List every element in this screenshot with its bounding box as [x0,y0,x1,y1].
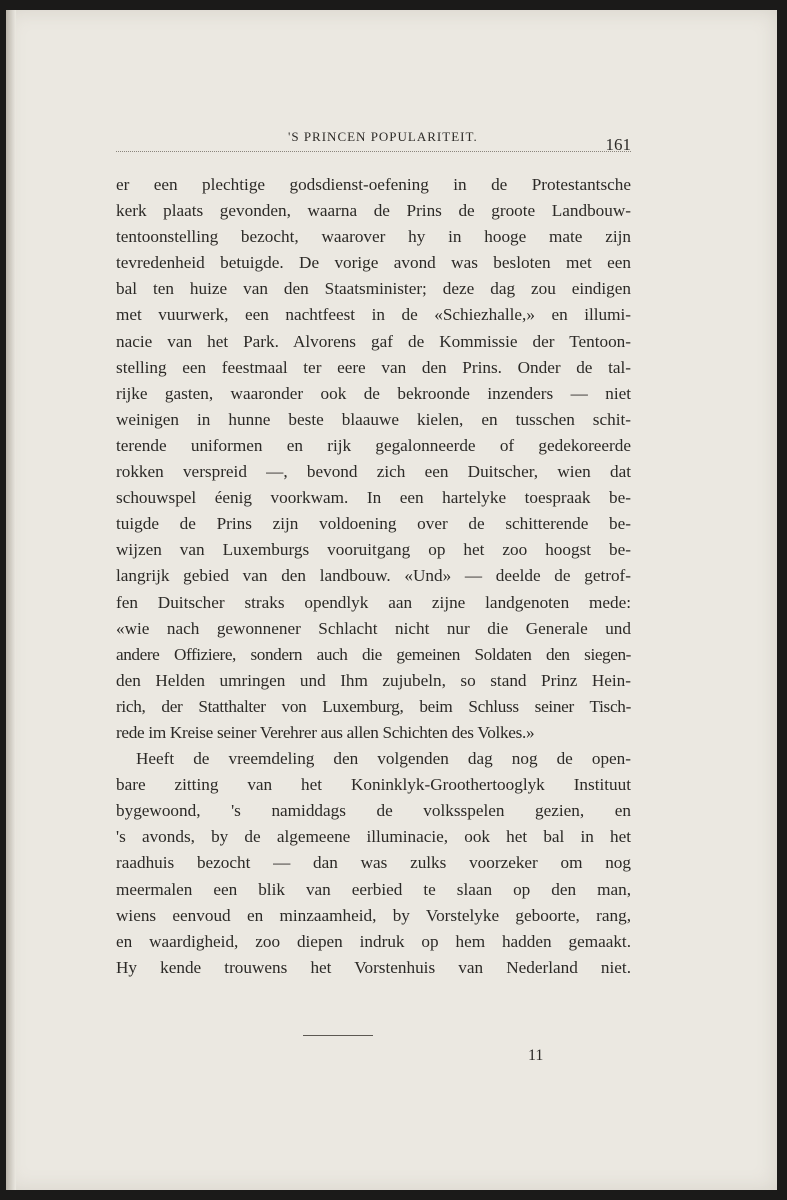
text-line: Hy kende trouwens het Vorstenhuis van Nederland niet. [116,957,631,977]
page-number: 161 [605,135,631,154]
text-line: stelling een feestmaal ter eere van den Prins. Onder de tal- [116,357,631,377]
text-line: langrijk gebied van den landbouw. «Und» — deelde de getrof- [116,566,631,586]
body-text [116,172,631,981]
text-line: rijke gasten, waaronder ook de bekroonde inzenders — niet [116,383,631,403]
text-line: kerk plaats gevonden, waarna de Prins de groote Landbouw- [116,201,631,221]
text-line: bare zitting van het Koninklyk-Groothertooglyk Instituut [116,775,631,795]
text-line: en waardigheid, zoo diepen indruk op hem hadden gemaakt. [116,931,631,951]
text-line: weinigen in hunne beste blaauwe kielen, en tusschen schit- [116,409,631,429]
text-line: tentoonstelling bezocht, waarover hy in hooge mate zijn [116,227,631,247]
text-line: wiens eenvoud en minzaamheid, by Vorstelyke geboorte, rang, [116,905,631,925]
text-line: nacie van het Park. Alvorens gaf de Kommissie der Tentoon- [116,331,631,351]
text-line: bygewoond, 's namiddags de volksspelen gezien, en [116,801,631,821]
text-line: tevredenheid betuigde. De vorige avond was besloten met een [116,253,631,273]
text-line: bal ten huize van den Staatsminister; deze dag zou eindigen [116,279,631,299]
text-line: meermalen een blik van eerbied te slaan op den man, [116,879,631,899]
signature-mark: 11 [528,1047,544,1064]
text-line: wijzen van Luxemburgs vooruitgang op het zoo hoogst be- [116,540,631,560]
book-page [6,10,777,1190]
paragraph-end-line: rede im Kreise seiner Verehrer aus allen Schichten des Volkes.» [116,722,535,742]
text-line: met vuurwerk, een nachtfeest in de «Schiezhalle,» en illumi- [116,305,631,325]
text-line: den Helden umringen und Ihm zujubeln, so stand Prinz Hein- [116,670,631,690]
text-line: tuigde de Prins zijn voldoening over de schitterende be- [116,514,631,534]
header-rule [116,151,631,152]
text-line: andere Offiziere, sondern auch die gemeinen Soldaten den siegen- [116,644,631,664]
footer-rule [303,1035,373,1036]
text-line: «wie nach gewonnener Schlacht nicht nur die Generale und [116,618,631,638]
text-line: schouwspel éenig voorkwam. In een hartelyke toespraak be- [116,488,631,508]
running-head [116,125,631,155]
paragraph-start-line: Heeft de vreemdeling den volgenden dag nog de open- [136,749,631,769]
text-line: raadhuis bezocht — dan was zulks voorzeker om nog [116,853,631,873]
text-line: er een plechtige godsdienst-oefening in de Protestantsche [116,175,631,194]
text-line: rokken verspreid —, bevond zich een Duitscher, wien dat [116,462,631,482]
running-title: 'S PRINCEN POPULARITEIT. [288,129,478,144]
text-line: 's avonds, by de algemeene illuminacie, ook het bal in het [116,827,631,847]
text-line: fen Duitscher straks opendlyk aan zijne landgenoten mede: [116,592,631,612]
text-line: terende uniformen en rijk gegalonneerde of gedekoreerde [116,435,631,455]
text-line: rich, der Statthalter von Luxemburg, beim Schluss seiner Tisch- [116,696,631,716]
